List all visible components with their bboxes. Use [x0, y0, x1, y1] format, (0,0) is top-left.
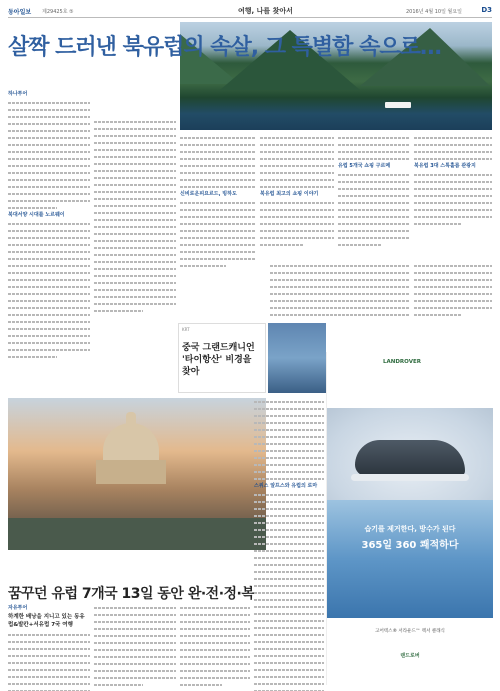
- main-headline: 살짝 드러낸 북유럽의 속살, 그 특별함 속으로…: [8, 35, 441, 60]
- ad-brand: 랜드로버: [400, 653, 420, 659]
- col5-subhead: 유럽 5개국 쇼핑 구르메: [338, 163, 391, 169]
- canyon-photo: [268, 323, 326, 393]
- masthead: [8, 4, 492, 18]
- bottom-col1: [8, 604, 90, 691]
- col3-subhead: 신비로운피요르드, 빙하도: [180, 191, 237, 197]
- grand-canyon-feature: [178, 323, 266, 393]
- bottom-section-label: 자유투어: [8, 605, 28, 611]
- col1-subhead: 북대서양 시대를 노르웨이: [8, 212, 65, 218]
- landrover-ad: [326, 352, 492, 685]
- shoe-icon: [355, 440, 465, 476]
- bottom-col3: [180, 604, 250, 688]
- feature-title: 중국 그랜드캐니언 '타이항산' 비경을 찾아: [182, 343, 255, 377]
- section-title: 여행, 나를 찾아서: [238, 7, 293, 15]
- col1-section-label: 하나투어: [8, 91, 28, 97]
- bottom-subhead: 하계한 배낭을 지니고 있는 동유럽&발칸+서유럽 7국 여행: [8, 614, 85, 628]
- ad-footer: [327, 620, 493, 685]
- issue-date: 2016년 4월 10일 월요일: [406, 9, 463, 15]
- col3-body: [180, 134, 256, 269]
- ad-footer-line: 고어텍스® 서라운드™ 렉서 클래식: [375, 629, 445, 634]
- col6-subhead: 북유럽 3대 스톡홀름 관광지: [414, 163, 476, 169]
- feature-tag: KRT: [182, 327, 190, 332]
- col4-body: [260, 134, 334, 248]
- canyon-body-2: [414, 262, 492, 318]
- col5-body: [338, 134, 410, 248]
- second-headline: 꿈꾸던 유럽 7개국 13일 동안 완·전·정·복: [8, 586, 255, 602]
- col4-subhead: 북유럽 최고의 쇼핑 이야기: [260, 191, 319, 197]
- col6-body: [414, 134, 492, 227]
- shoe-image: [327, 408, 493, 500]
- rome-photo: [8, 398, 266, 550]
- water-background: [327, 500, 493, 618]
- col1-body: [8, 90, 90, 360]
- paper-name: 동아일보: [8, 9, 32, 16]
- landrover-logo: LANDROVER: [383, 359, 421, 365]
- ad-slogan-main: 365일 360 쾌적하다: [361, 540, 459, 551]
- issue-number: 제29425호 ⑤: [42, 9, 74, 15]
- bottom-col4: [254, 398, 324, 691]
- ad-slogan: 습기를 제거한다, 방수가 된다: [364, 525, 456, 533]
- bottom-col4-subhead: 스위스 알프스와 유럽의 로마: [254, 483, 318, 489]
- bottom-col2: [94, 604, 176, 688]
- cruise-ship: [385, 102, 411, 108]
- col2-body: [94, 118, 176, 314]
- page-code: D3: [481, 6, 492, 14]
- canyon-body: [270, 262, 410, 318]
